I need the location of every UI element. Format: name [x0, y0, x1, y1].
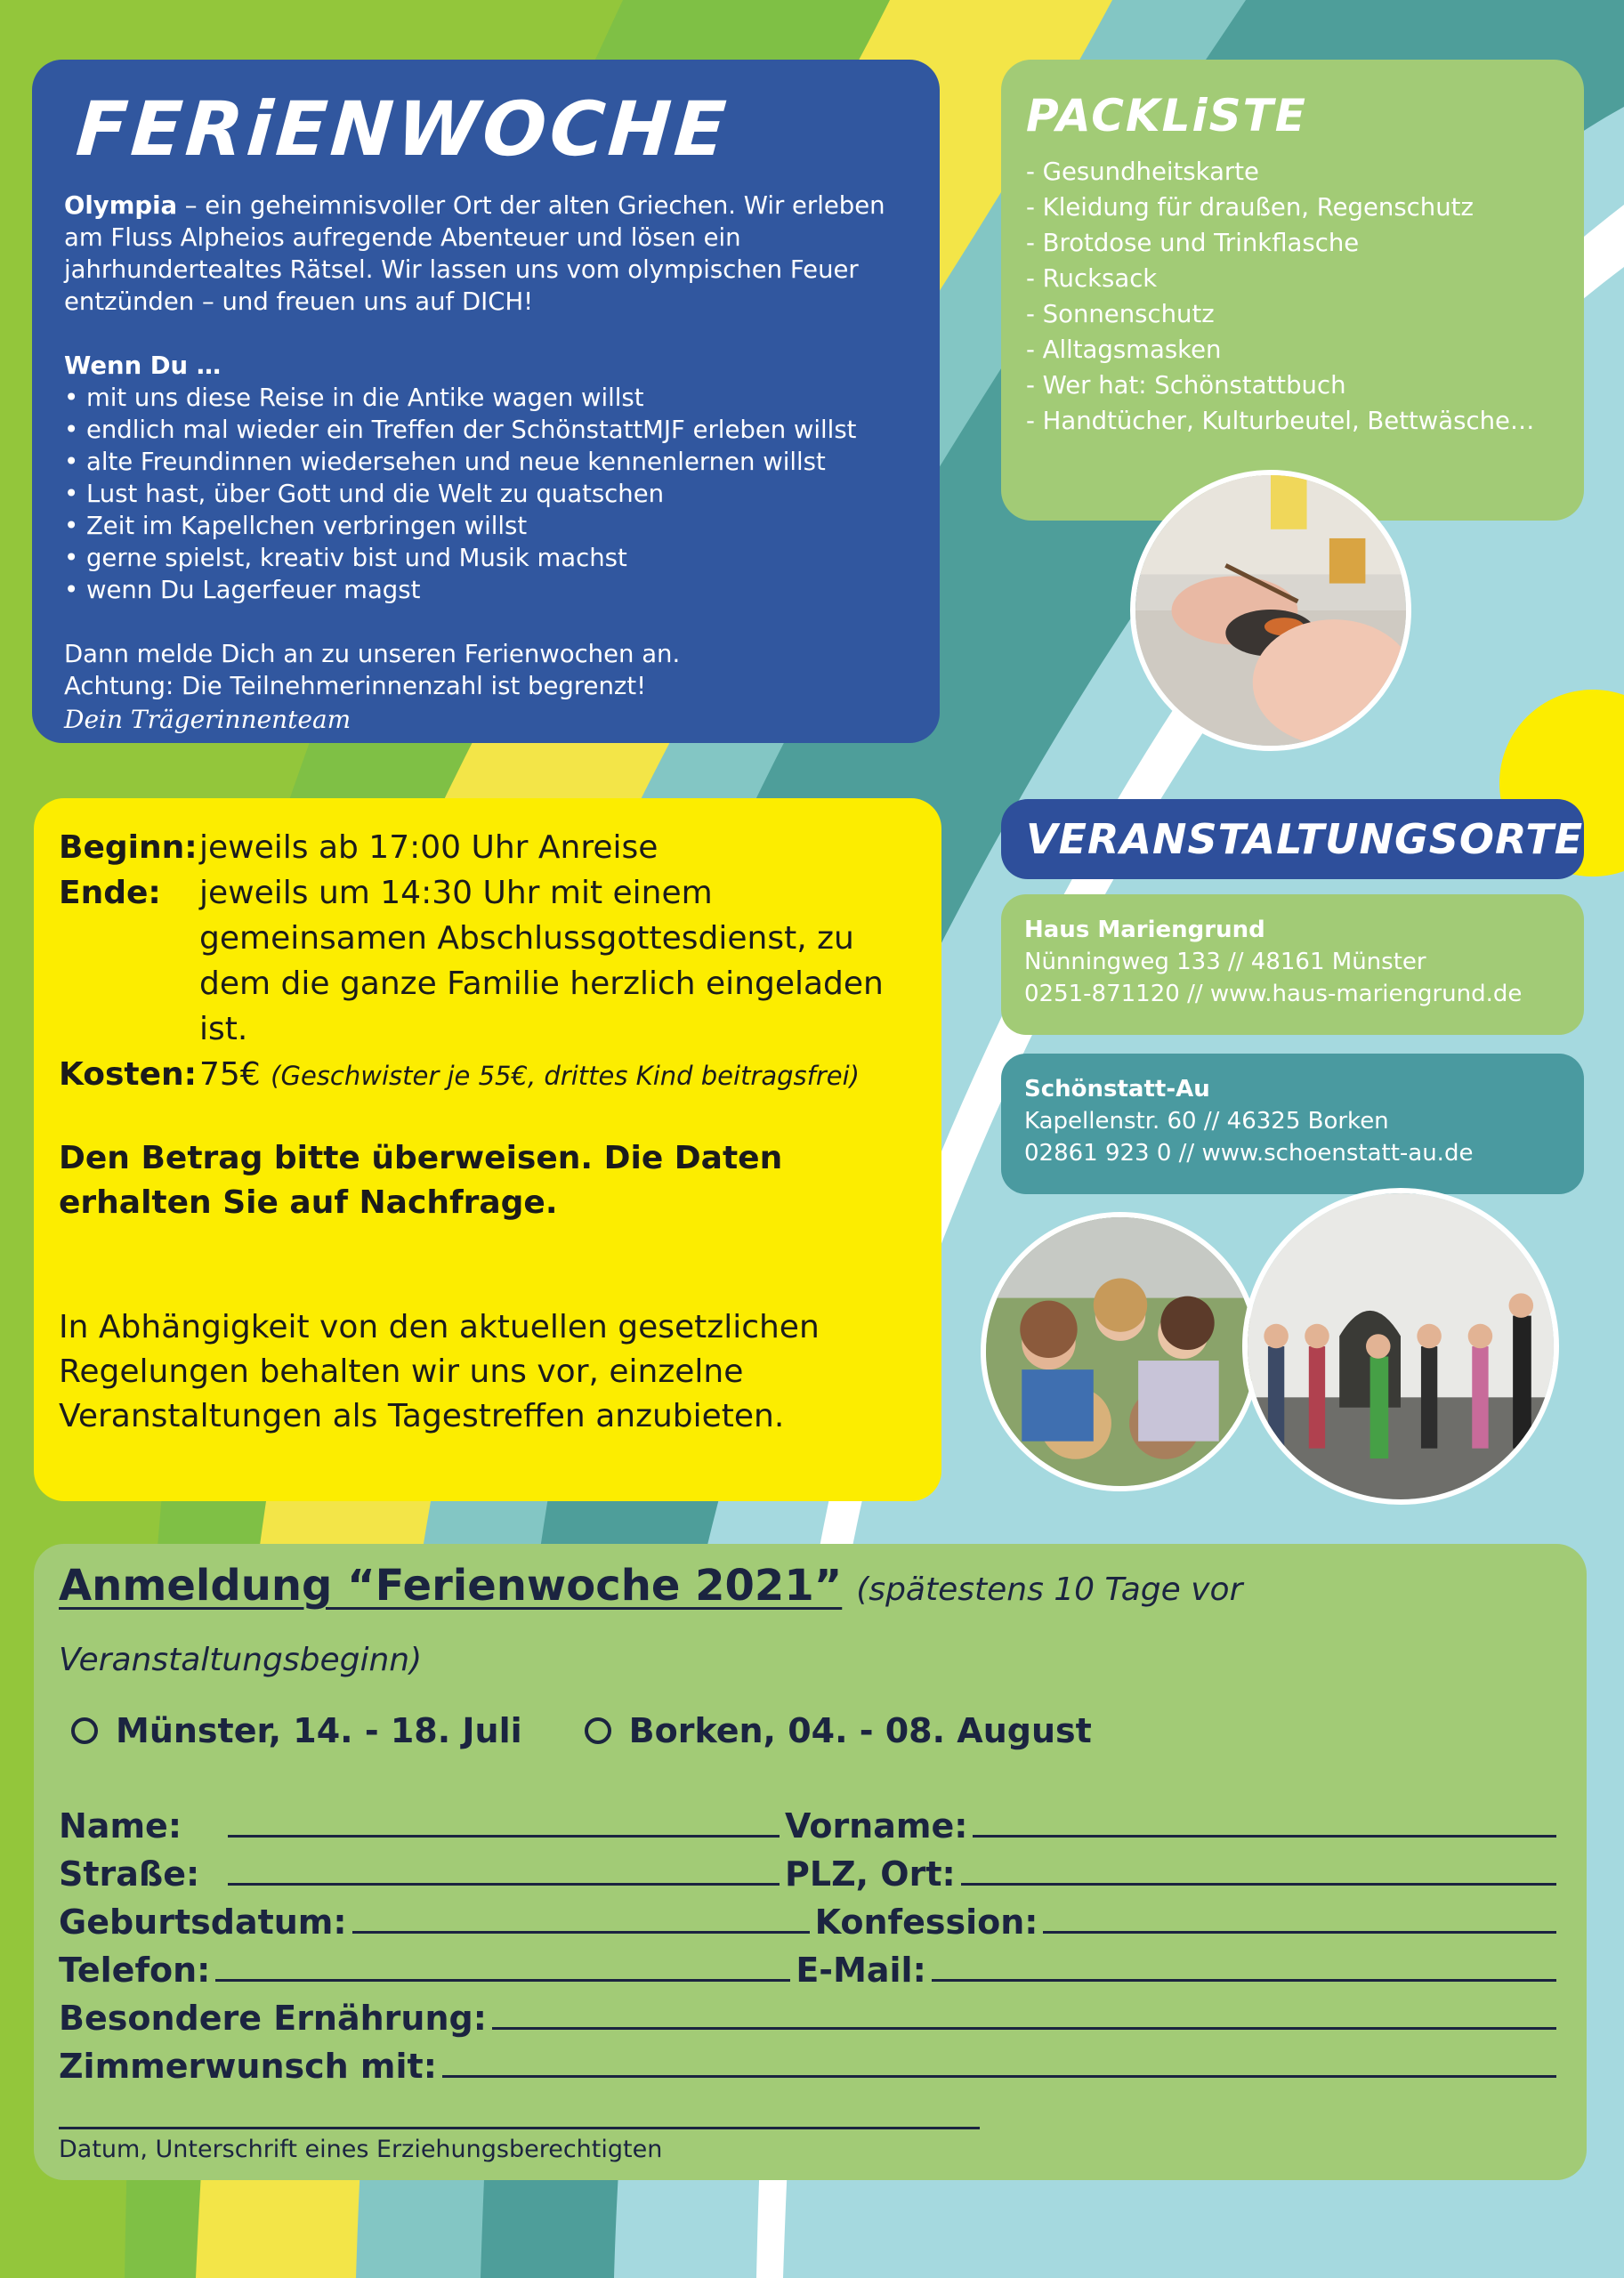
crafting-photo [1130, 470, 1411, 751]
bullet-item: • mit uns diese Reise in die Antike wagen willst [64, 384, 644, 412]
ernaehrung-label: Besondere Ernährung: [59, 1999, 487, 2038]
zimmerwunsch-label: Zimmerwunsch mit: [59, 2047, 437, 2086]
pack-item: - Brotdose und Trinkflasche [1026, 229, 1360, 257]
beginn-row [59, 825, 917, 870]
pack-item: - Rucksack [1026, 264, 1158, 293]
strasse-label: Straße: [59, 1854, 200, 1894]
geburtsdatum-field[interactable] [352, 1901, 810, 1934]
ende-value: jeweils um 14:30 Uhr mit einem gemeinsamen Abschlussgottesdienst, zu dem die ganze Familie herzlich eingeladen ist. [199, 875, 884, 1047]
packliste-list [1026, 154, 1559, 439]
beginn-value: jeweils ab 17:00 Uhr Anreise [199, 829, 658, 866]
pack-item: - Alltagsmasken [1026, 335, 1222, 364]
kosten-value: 75€ [199, 1056, 261, 1093]
location-address: Nünningweg 133 // 48161 Münster [1024, 949, 1426, 975]
registration-subtitle: (spätestens 10 Tage vor Veranstaltungsbeginn) [59, 1571, 1243, 1678]
radio-borken[interactable] [585, 1717, 611, 1744]
pack-item: - Wer hat: Schönstattbuch [1026, 371, 1346, 400]
pack-item: - Handtücher, Kulturbeutel, Bettwäsche… [1026, 407, 1535, 435]
crafting-photo-image [1135, 475, 1406, 746]
disclaimer: In Abhängigkeit von den aktuellen gesetzlichen Regelungen behalten wir uns vor, einzelne Veranstaltungen als Tagestreffen anzubieten. [59, 1309, 820, 1434]
bullet-item: • Lust hast, über Gott und die Welt zu quatschen [64, 480, 665, 508]
bullet-item: • gerne spielst, kreativ bist und Musik machst [64, 544, 627, 572]
event-options [71, 1711, 1562, 1750]
location-card-schoenstatt-au [1001, 1054, 1584, 1194]
name-label: Name: [59, 1806, 182, 1846]
group-photo-circle [981, 1212, 1260, 1491]
kosten-row [59, 1052, 917, 1099]
bullet-list [64, 382, 908, 606]
registration-form [34, 1544, 1587, 2180]
kosten-label: Kosten: [59, 1056, 198, 1093]
konfession-field[interactable] [1043, 1901, 1556, 1934]
bullet-item: • alte Freundinnen wiedersehen und neue kennenlernen willst [64, 448, 826, 476]
pack-item: - Gesundheitskarte [1026, 158, 1259, 186]
bullet-item: • wenn Du Lagerfeuer magst [64, 576, 421, 604]
pack-item: - Sonnenschutz [1026, 300, 1215, 328]
team-signature: Dein Trägerinnenteam [64, 705, 351, 734]
wenn-du-heading: Wenn Du … [64, 351, 222, 380]
group-photo-image [986, 1217, 1255, 1486]
name-field[interactable] [228, 1805, 780, 1838]
chapel-photo-image [1248, 1193, 1554, 1499]
option-borken[interactable] [585, 1711, 1092, 1750]
group-photo-chapel [1242, 1188, 1559, 1505]
konfession-label: Konfession: [814, 1902, 1038, 1942]
ende-label: Ende: [59, 875, 161, 911]
strasse-field[interactable] [228, 1853, 780, 1886]
plz-ort-field[interactable] [961, 1853, 1556, 1886]
ernaehrung-field[interactable] [492, 1997, 1556, 2030]
location-name: Haus Mariengrund [1024, 917, 1265, 943]
form-fields [59, 1802, 1562, 2090]
option-label: Borken, 04. - 08. August [628, 1711, 1092, 1750]
bullet-item: • Zeit im Kapellchen verbringen willst [64, 512, 528, 540]
signature-line[interactable] [59, 2127, 980, 2129]
kosten-note: (Geschwister je 55€, drittes Kind beitragsfrei) [271, 1061, 860, 1091]
location-address: Kapellenstr. 60 // 46325 Borken [1024, 1108, 1389, 1135]
intro-paragraph [64, 190, 908, 318]
payment-note: Den Betrag bitte überweisen. Die Daten erhalten Sie auf Nachfrage. [59, 1140, 783, 1221]
email-label: E-Mail: [796, 1951, 926, 1990]
telefon-label: Telefon: [59, 1951, 211, 1990]
veranstaltungsorte-title: VERANSTALTUNGSORTE [1001, 799, 1584, 879]
packliste-title: PACKLiSTE [1026, 90, 1307, 141]
closing-line-1: Dann melde Dich an zu unseren Ferienwochen an. [64, 640, 681, 668]
registration-title: Anmeldung “Ferienwoche 2021” [59, 1561, 843, 1611]
registration-heading [59, 1553, 1562, 1693]
location-contact: 02861 923 0 // www.schoenstatt-au.de [1024, 1140, 1474, 1167]
intro-text: – ein geheimnisvoller Ort der alten Griechen. Wir erleben am Fluss Alpheios aufregende Abenteuer und lösen ein jahrhundertealtes Rätsel. Wir lassen uns vom olympischen Feuer entzünden – und freuen uns auf DICH! [64, 191, 885, 316]
signature-caption: Datum, Unterschrift eines Erziehungsberechtigten [59, 2136, 663, 2163]
zimmerwunsch-field[interactable] [442, 2045, 1556, 2078]
intro-bold: Olympia [64, 191, 178, 220]
bullet-item: • endlich mal wieder ein Treffen der SchönstattMJF erleben willst [64, 416, 857, 444]
ende-row [59, 870, 917, 1052]
ferienwoche-panel [32, 60, 940, 743]
location-card-mariengrund [1001, 894, 1584, 1035]
option-muenster[interactable] [71, 1711, 522, 1750]
ferienwoche-title: FERiENWOCHE [73, 85, 732, 173]
location-contact: 0251-871120 // www.haus-mariengrund.de [1024, 981, 1523, 1007]
beginn-label: Beginn: [59, 829, 198, 866]
packliste-panel [1001, 60, 1584, 521]
pack-item: - Kleidung für draußen, Regenschutz [1026, 193, 1474, 222]
vorname-field[interactable] [973, 1805, 1556, 1838]
location-name: Schönstatt-Au [1024, 1076, 1210, 1103]
email-field[interactable] [932, 1949, 1556, 1982]
option-label: Münster, 14. - 18. Juli [116, 1711, 522, 1750]
info-panel [34, 798, 941, 1501]
vorname-label: Vorname: [785, 1806, 968, 1846]
telefon-field[interactable] [215, 1949, 790, 1982]
closing-line-2: Achtung: Die Teilnehmerinnenzahl ist begrenzt! [64, 672, 647, 700]
geburtsdatum-label: Geburtsdatum: [59, 1902, 347, 1942]
radio-muenster[interactable] [71, 1717, 98, 1744]
plz-ort-label: PLZ, Ort: [785, 1854, 956, 1894]
